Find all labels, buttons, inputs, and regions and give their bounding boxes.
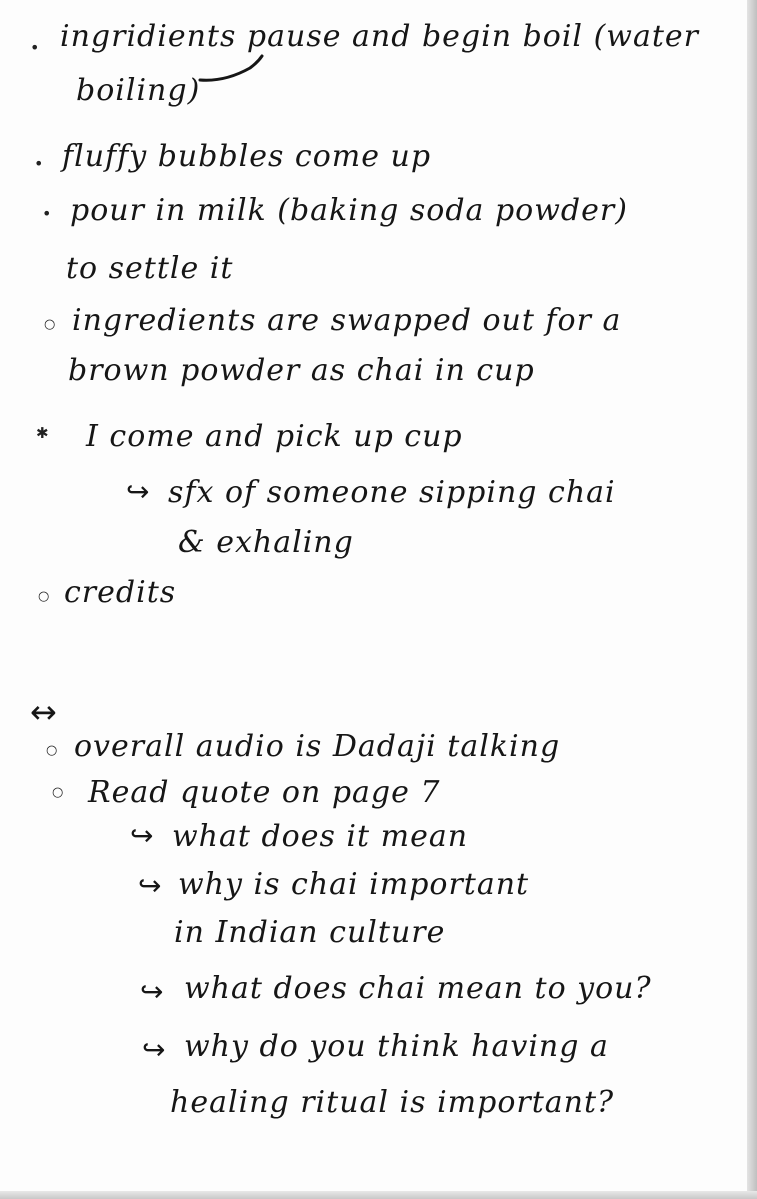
note-line: to settle it (66, 251, 234, 286)
bullet-ring: ○ (46, 743, 58, 758)
bullet-dot: • (30, 38, 40, 57)
bullet-ring: ○ (44, 317, 56, 332)
note-line: I come and pick up cup (86, 419, 463, 454)
bullet-ring: ○ (38, 589, 50, 604)
note-line: fluffy bubbles come up (62, 139, 432, 174)
hook-arrow-icon: ↪ (140, 975, 164, 1008)
note-line: brown powder as chai in cup (68, 353, 535, 388)
note-line: ingridients pause and begin boil (water (60, 19, 699, 54)
note-line: boiling) (76, 73, 201, 108)
hook-arrow-icon: ↪ (130, 819, 154, 852)
note-line: overall audio is Dadaji talking (74, 729, 561, 764)
bullet-dot: • (34, 154, 44, 173)
note-line: pour in milk (baking soda powder) (70, 193, 628, 228)
hook-arrow-icon: ↪ (138, 869, 162, 902)
page-edge-shadow (0, 1191, 757, 1199)
note-line: & exhaling (178, 525, 354, 560)
note-line: what does it mean (172, 819, 469, 854)
note-line: why do you think having a (184, 1029, 609, 1064)
bullet-dot: • (42, 204, 52, 223)
note-line: sfx of someone sipping chai (168, 475, 616, 510)
note-line: what does chai mean to you? (184, 971, 652, 1006)
bullet-ring: ○ (52, 785, 64, 800)
note-line: Read quote on page 7 (88, 775, 441, 810)
double-arrow-icon: ↔ (30, 693, 57, 731)
checkmark-squiggle-icon (0, 0, 757, 120)
hook-arrow-icon: ↪ (126, 475, 150, 508)
note-line: in Indian culture (174, 915, 446, 950)
note-line: credits (64, 575, 177, 610)
hook-arrow-icon: ↪ (142, 1033, 166, 1066)
note-line: why is chai important (178, 867, 530, 902)
page-edge-shadow (747, 0, 757, 1199)
note-line: ingredients are swapped out for a (72, 303, 622, 338)
note-line: healing ritual is important? (170, 1085, 615, 1120)
bullet-star: ✱ (36, 424, 49, 442)
